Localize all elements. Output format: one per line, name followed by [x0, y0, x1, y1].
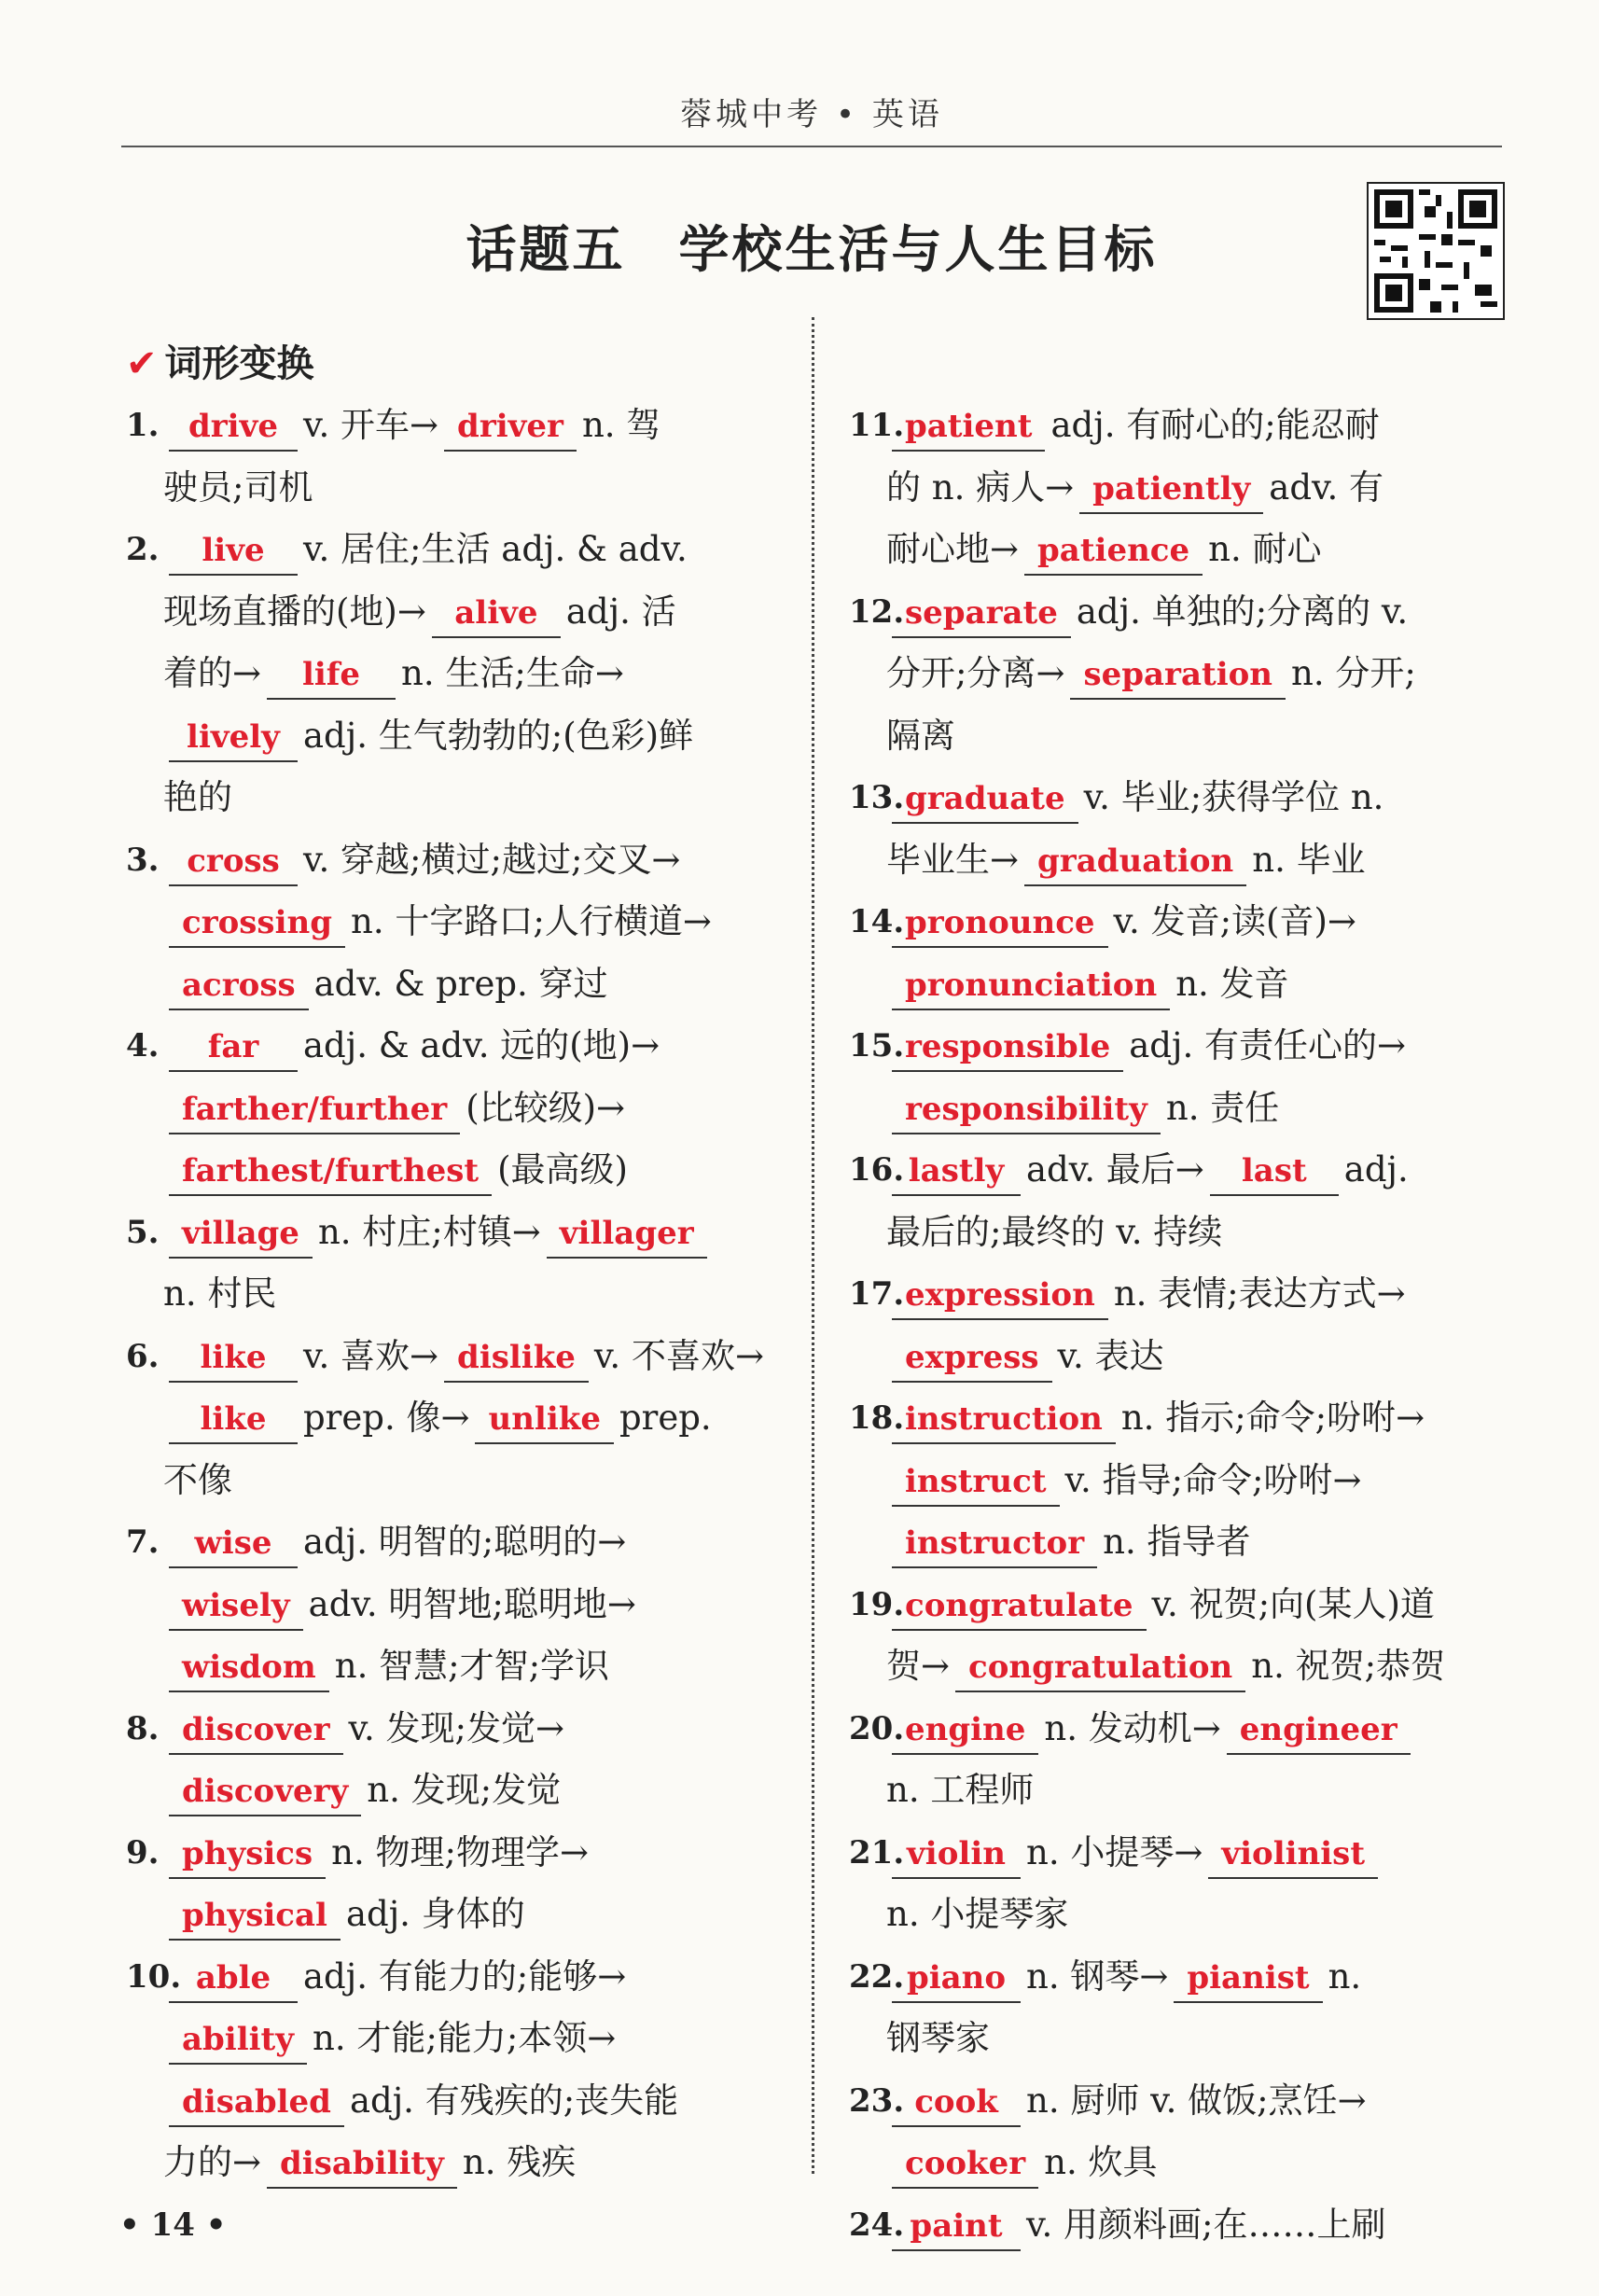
entry-line: [886, 643, 1502, 705]
vocab-entry: [126, 1822, 779, 1946]
entry-number: 10.: [126, 1957, 182, 1996]
answer-blank[interactable]: unlike: [475, 1396, 613, 1444]
definition-text: 的 n. 病人→: [886, 466, 1075, 508]
answer-blank[interactable]: patient: [892, 403, 1045, 452]
entry-line: [163, 1202, 779, 1264]
definition-text: n. 残疾: [462, 2142, 577, 2182]
entry-line: [163, 1387, 779, 1450]
entry-line: [163, 2132, 779, 2194]
entry-number: 13.: [849, 779, 905, 816]
answer-blank[interactable]: expression: [892, 1272, 1108, 1320]
entry-line: [163, 1884, 779, 1946]
entry-line: [886, 1263, 1502, 1326]
vocab-entry: [849, 1263, 1502, 1387]
vocab-entry: [849, 891, 1502, 1015]
entry-line: [886, 457, 1502, 520]
qr-code-icon[interactable]: [1367, 182, 1505, 320]
definition-text: 隔离: [886, 715, 955, 756]
definition-text: v. 祝贺;向(某人)道: [1151, 1583, 1435, 1624]
answer-blank[interactable]: disabled: [169, 2079, 344, 2127]
answer-blank[interactable]: across: [169, 962, 309, 1010]
entry-number: 21.: [849, 1833, 905, 1872]
answer-blank[interactable]: express: [892, 1334, 1052, 1383]
entry-line: [163, 767, 779, 829]
entry-number: 16.: [849, 1151, 905, 1189]
definition-text: v. 用颜料画;在……上刷: [1026, 2204, 1386, 2245]
definition-text: adj. 有残疾的;丧失能: [349, 2080, 679, 2121]
answer-blank[interactable]: far: [169, 1023, 298, 1072]
section-heading: [126, 334, 314, 387]
vocab-entry: [849, 2070, 1502, 2194]
definition-text: n. 指导者: [1103, 1522, 1251, 1562]
entry-line: [163, 1635, 779, 1698]
vocab-entry: [849, 1698, 1502, 1822]
entry-number: 15.: [849, 1027, 905, 1065]
entry-line: [886, 767, 1502, 829]
vocab-entry: [126, 519, 779, 829]
entry-number: 11.: [849, 407, 905, 444]
answer-blank[interactable]: villager: [547, 1210, 707, 1259]
answer-blank[interactable]: lively: [169, 714, 298, 762]
definition-text: 分开;分离→: [886, 653, 1065, 693]
definition-text: 耐心地→: [886, 529, 1020, 569]
page-number: • 14 •: [119, 2206, 227, 2244]
entry-number: 4.: [126, 1027, 160, 1065]
answer-blank[interactable]: alive: [432, 590, 561, 638]
definition-text: 钢琴家: [886, 2018, 990, 2058]
header-rule: [121, 146, 1502, 147]
entry-line: [886, 2194, 1502, 2257]
definition-text: prep.: [619, 1398, 712, 1438]
answer-blank[interactable]: last: [1210, 1148, 1339, 1196]
definition-text: n. 生活;生命→: [401, 653, 624, 693]
definition-text: (最高级): [497, 1149, 628, 1190]
definition-text: v. 不喜欢→: [593, 1335, 764, 1376]
entry-line: [163, 1015, 779, 1078]
vocab-entry: [126, 395, 779, 519]
definition-text: n. 工程师: [886, 1770, 1035, 1810]
entry-number: 3.: [126, 841, 160, 879]
entry-line: [886, 953, 1502, 1016]
definition-text: adj. 身体的: [345, 1894, 525, 1934]
entry-line: [886, 1015, 1502, 1078]
answer-blank[interactable]: congratulate: [892, 1582, 1147, 1631]
answer-blank[interactable]: discovery: [169, 1768, 361, 1816]
entry-line: [886, 891, 1502, 953]
entry-line: [163, 829, 779, 892]
definition-text: v. 发音;读(音)→: [1113, 901, 1356, 941]
definition-text: n. 厨师 v. 做饭;烹饪→: [1026, 2080, 1367, 2121]
entry-number: 12.: [849, 592, 905, 631]
answer-blank[interactable]: lastly: [892, 1148, 1021, 1196]
vocab-entry: [849, 1015, 1502, 1139]
entry-line: [886, 1760, 1502, 1822]
entry-number: 5.: [126, 1213, 160, 1251]
answer-blank[interactable]: dislike: [444, 1334, 589, 1383]
answer-blank[interactable]: pianist: [1174, 1955, 1322, 2003]
entry-line: [163, 519, 779, 581]
definition-text: n. 炊具: [1044, 2142, 1158, 2182]
vocab-entry: [849, 1822, 1502, 1946]
answer-blank[interactable]: pronounce: [892, 899, 1108, 948]
definition-text: adv. & prep. 穿过: [313, 963, 608, 1004]
answer-blank[interactable]: pronunciation: [892, 962, 1170, 1010]
answer-blank[interactable]: instructor: [892, 1520, 1097, 1568]
vocab-entry: [849, 395, 1502, 581]
definition-text: adj. 活: [565, 591, 676, 632]
vocab-entry: [849, 2194, 1502, 2257]
answer-blank[interactable]: engineer: [1227, 1706, 1411, 1755]
vocab-entry: [126, 1015, 779, 1202]
entry-number: 7.: [126, 1524, 160, 1561]
entry-line: [163, 891, 779, 953]
definition-text: 力的→: [163, 2142, 262, 2182]
answer-blank[interactable]: disability: [267, 2140, 457, 2189]
page-title: 话题五 学校生活与人生目标: [466, 219, 1158, 279]
definition-text: adj. 生气勃勃的;(色彩)鲜: [303, 715, 694, 756]
entry-number: 1.: [126, 407, 160, 444]
answer-blank[interactable]: life: [267, 651, 396, 700]
vocab-entry: [849, 581, 1502, 768]
definition-text: n. 驾: [581, 405, 661, 445]
entry-line: [886, 1511, 1502, 1574]
entry-line: [886, 395, 1502, 457]
answer-blank[interactable]: cook: [892, 2079, 1021, 2127]
definition-text: 艳的: [163, 777, 232, 817]
entry-number: 19.: [849, 1585, 905, 1623]
definition-text: n. 小提琴→: [1026, 1831, 1203, 1872]
answer-blank[interactable]: graduation: [1024, 838, 1246, 886]
answer-blank[interactable]: able: [169, 1955, 298, 2003]
entry-line: [886, 1698, 1502, 1760]
definition-text: v. 指导;命令;吩咐→: [1064, 1459, 1362, 1500]
answer-blank[interactable]: physics: [169, 1830, 326, 1879]
definition-text: 毕业生→: [886, 839, 1020, 880]
vocab-entry: [849, 1946, 1502, 2070]
entry-number: 20.: [849, 1709, 905, 1747]
entry-line: [163, 457, 779, 520]
definition-text: adv. 有: [1269, 466, 1384, 508]
entry-line: [886, 1326, 1502, 1388]
definition-text: n. 毕业: [1252, 839, 1366, 880]
entry-line: [163, 1263, 779, 1326]
entry-line: [163, 1760, 779, 1822]
definition-text: 最后的;最终的 v. 持续: [886, 1211, 1223, 1252]
entry-line: [163, 1698, 779, 1760]
entry-number: 8.: [126, 1709, 160, 1747]
entry-line: [886, 519, 1502, 581]
entry-line: [886, 705, 1502, 768]
definition-text: n. 小提琴家: [886, 1894, 1069, 1934]
vocab-entry: [849, 1139, 1502, 1263]
entry-number: 23.: [849, 2081, 905, 2120]
entry-number: 2.: [126, 531, 160, 568]
entry-line: [886, 1574, 1502, 1636]
answer-blank[interactable]: piano: [892, 1955, 1021, 2003]
definition-text: n. 十字路口;人行横道→: [351, 901, 712, 941]
vocab-entry: [849, 767, 1502, 891]
answer-blank[interactable]: congratulation: [955, 1644, 1245, 1692]
definition-text: adj.: [1343, 1149, 1409, 1190]
vocab-entry: [126, 1511, 779, 1698]
definition-text: adj. 有耐心的;能忍耐: [1050, 405, 1380, 445]
answer-blank[interactable]: graduate: [892, 775, 1078, 824]
entry-line: [886, 581, 1502, 644]
answer-blank[interactable]: like: [169, 1334, 298, 1383]
answer-blank[interactable]: physical: [169, 1892, 341, 1941]
definition-text: n.: [1328, 1955, 1362, 1997]
entry-number: 22.: [849, 1957, 905, 1996]
entry-line: [886, 1202, 1502, 1264]
answer-blank[interactable]: instruction: [892, 1396, 1116, 1444]
answer-blank[interactable]: ability: [169, 2016, 307, 2065]
definition-text: n. 发音: [1175, 963, 1289, 1004]
right-column: [849, 395, 1502, 2256]
entry-line: [886, 2070, 1502, 2133]
definition-text: 驶员;司机: [163, 466, 313, 508]
definition-text: 着的→: [163, 653, 262, 693]
definition-text: n. 指示;命令;吩咐→: [1120, 1398, 1425, 1438]
entry-line: [886, 1139, 1502, 1202]
entry-line: [163, 581, 779, 644]
definition-text: v. 穿越;横过;越过;交叉→: [303, 839, 681, 880]
entry-line: [163, 1822, 779, 1885]
vocab-entry: [849, 1574, 1502, 1698]
definition-text: adj. 有责任心的→: [1129, 1025, 1406, 1065]
definition-text: v. 发现;发觉→: [348, 1707, 565, 1748]
column-divider: [812, 317, 814, 2174]
definition-text: 现场直播的(地)→: [163, 591, 426, 632]
definition-text: v. 毕业;获得学位 n.: [1083, 777, 1384, 817]
definition-text: v. 喜欢→: [303, 1335, 439, 1376]
vocab-entry: [126, 1202, 779, 1326]
definition-text: n. 发现;发觉: [367, 1770, 562, 1810]
definition-text: adj. 有能力的;能够→: [303, 1955, 627, 1997]
answer-blank[interactable]: responsible: [892, 1023, 1123, 1072]
answer-blank[interactable]: discover: [169, 1706, 343, 1755]
entry-line: [163, 1326, 779, 1388]
answer-blank[interactable]: violin: [892, 1830, 1021, 1879]
answer-blank[interactable]: live: [169, 527, 298, 576]
vocab-entry: [126, 1326, 779, 1512]
entry-line: [886, 1946, 1502, 2009]
entry-number: 14.: [849, 903, 905, 940]
definition-text: 不像: [163, 1459, 232, 1500]
entry-number: 9.: [126, 1833, 160, 1872]
definition-text: n. 才能;能力;本领→: [313, 2018, 617, 2058]
definition-text: adj. 单独的;分离的 v.: [1076, 591, 1409, 632]
entry-line: [886, 1387, 1502, 1450]
definition-text: n. 村庄;村镇→: [317, 1211, 541, 1252]
answer-blank[interactable]: wisdom: [169, 1644, 329, 1692]
answer-blank[interactable]: farther/further: [169, 1086, 460, 1134]
definition-text: v. 居住;生活 adj. & adv.: [303, 529, 688, 569]
entry-line: [163, 1139, 779, 1202]
entry-line: [163, 1511, 779, 1574]
definition-text: adj. 明智的;聪明的→: [303, 1522, 627, 1562]
definition-text: n. 责任: [1165, 1087, 1280, 1128]
entry-line: [163, 2008, 779, 2070]
answer-blank[interactable]: wisely: [169, 1582, 303, 1631]
vocab-entry: [126, 1946, 779, 2194]
entry-line: [163, 705, 779, 768]
definition-text: v. 开车→: [303, 405, 439, 445]
definition-text: n. 分开;: [1291, 653, 1416, 693]
answer-blank[interactable]: driver: [444, 403, 577, 452]
entry-line: [163, 1574, 779, 1636]
entry-line: [886, 1450, 1502, 1512]
answer-blank[interactable]: patience: [1024, 527, 1203, 576]
definition-text: n. 表情;表达方式→: [1113, 1273, 1406, 1314]
answer-blank[interactable]: farthest/furthest: [169, 1148, 492, 1196]
definition-text: prep. 像→: [303, 1398, 470, 1438]
entry-number: 6.: [126, 1337, 160, 1375]
answer-blank[interactable]: crossing: [169, 899, 345, 948]
section-heading-label: 词形变换: [164, 342, 314, 385]
answer-blank[interactable]: cooker: [892, 2140, 1038, 2189]
definition-text: v. 表达: [1057, 1335, 1164, 1376]
answer-blank[interactable]: separation: [1070, 651, 1286, 700]
checkmark-icon: ✔: [126, 342, 158, 385]
entry-line: [163, 643, 779, 705]
definition-text: adv. 明智地;聪明地→: [308, 1583, 636, 1624]
vocab-entry: [849, 1387, 1502, 1574]
definition-text: adj. & adv. 远的(地)→: [303, 1025, 660, 1065]
entry-line: [163, 1450, 779, 1512]
definition-text: n. 村民: [163, 1273, 277, 1314]
answer-blank[interactable]: village: [169, 1210, 313, 1259]
entry-number: 18.: [849, 1399, 905, 1437]
answer-blank[interactable]: wise: [169, 1520, 298, 1568]
answer-blank[interactable]: paint: [892, 2203, 1021, 2251]
vocab-entry: [126, 1698, 779, 1822]
answer-blank[interactable]: violinist: [1208, 1830, 1378, 1879]
definition-text: n. 智慧;才智;学识: [334, 1646, 610, 1686]
entry-line: [163, 2070, 779, 2133]
entry-line: [163, 953, 779, 1016]
entry-line: [886, 2132, 1502, 2194]
entry-line: [886, 1635, 1502, 1698]
entry-line: [163, 1946, 779, 2009]
definition-text: n. 耐心: [1208, 529, 1322, 569]
entry-line: [886, 1078, 1502, 1140]
definition-text: adv. 最后→: [1026, 1149, 1204, 1190]
answer-blank[interactable]: engine: [892, 1706, 1038, 1755]
answer-blank[interactable]: cross: [169, 838, 298, 886]
entry-number: 17.: [849, 1275, 905, 1313]
answer-blank[interactable]: like: [169, 1396, 298, 1444]
answer-blank[interactable]: patiently: [1079, 466, 1263, 514]
entry-line: [886, 1822, 1502, 1885]
definition-text: n. 祝贺;恭贺: [1251, 1646, 1446, 1686]
entry-number: 24.: [849, 2206, 905, 2244]
entry-line: [886, 2008, 1502, 2070]
definition-text: n. 钢琴→: [1026, 1955, 1169, 1997]
definition-text: (比较级)→: [466, 1087, 626, 1128]
running-header: 蓉城中考 • 英语: [680, 96, 943, 133]
definition-text: n. 发动机→: [1044, 1707, 1221, 1748]
entry-line: [163, 1078, 779, 1140]
answer-blank[interactable]: drive: [169, 403, 298, 452]
answer-blank[interactable]: separate: [892, 590, 1071, 638]
answer-blank[interactable]: instruct: [892, 1458, 1060, 1507]
definition-text: n. 物理;物理学→: [331, 1831, 589, 1872]
entry-line: [886, 829, 1502, 892]
vocab-entry: [126, 829, 779, 1016]
answer-blank[interactable]: responsibility: [892, 1086, 1161, 1134]
definition-text: 贺→: [886, 1646, 951, 1686]
entry-line: [886, 1884, 1502, 1946]
left-column: [126, 395, 779, 2194]
entry-line: [163, 395, 779, 457]
